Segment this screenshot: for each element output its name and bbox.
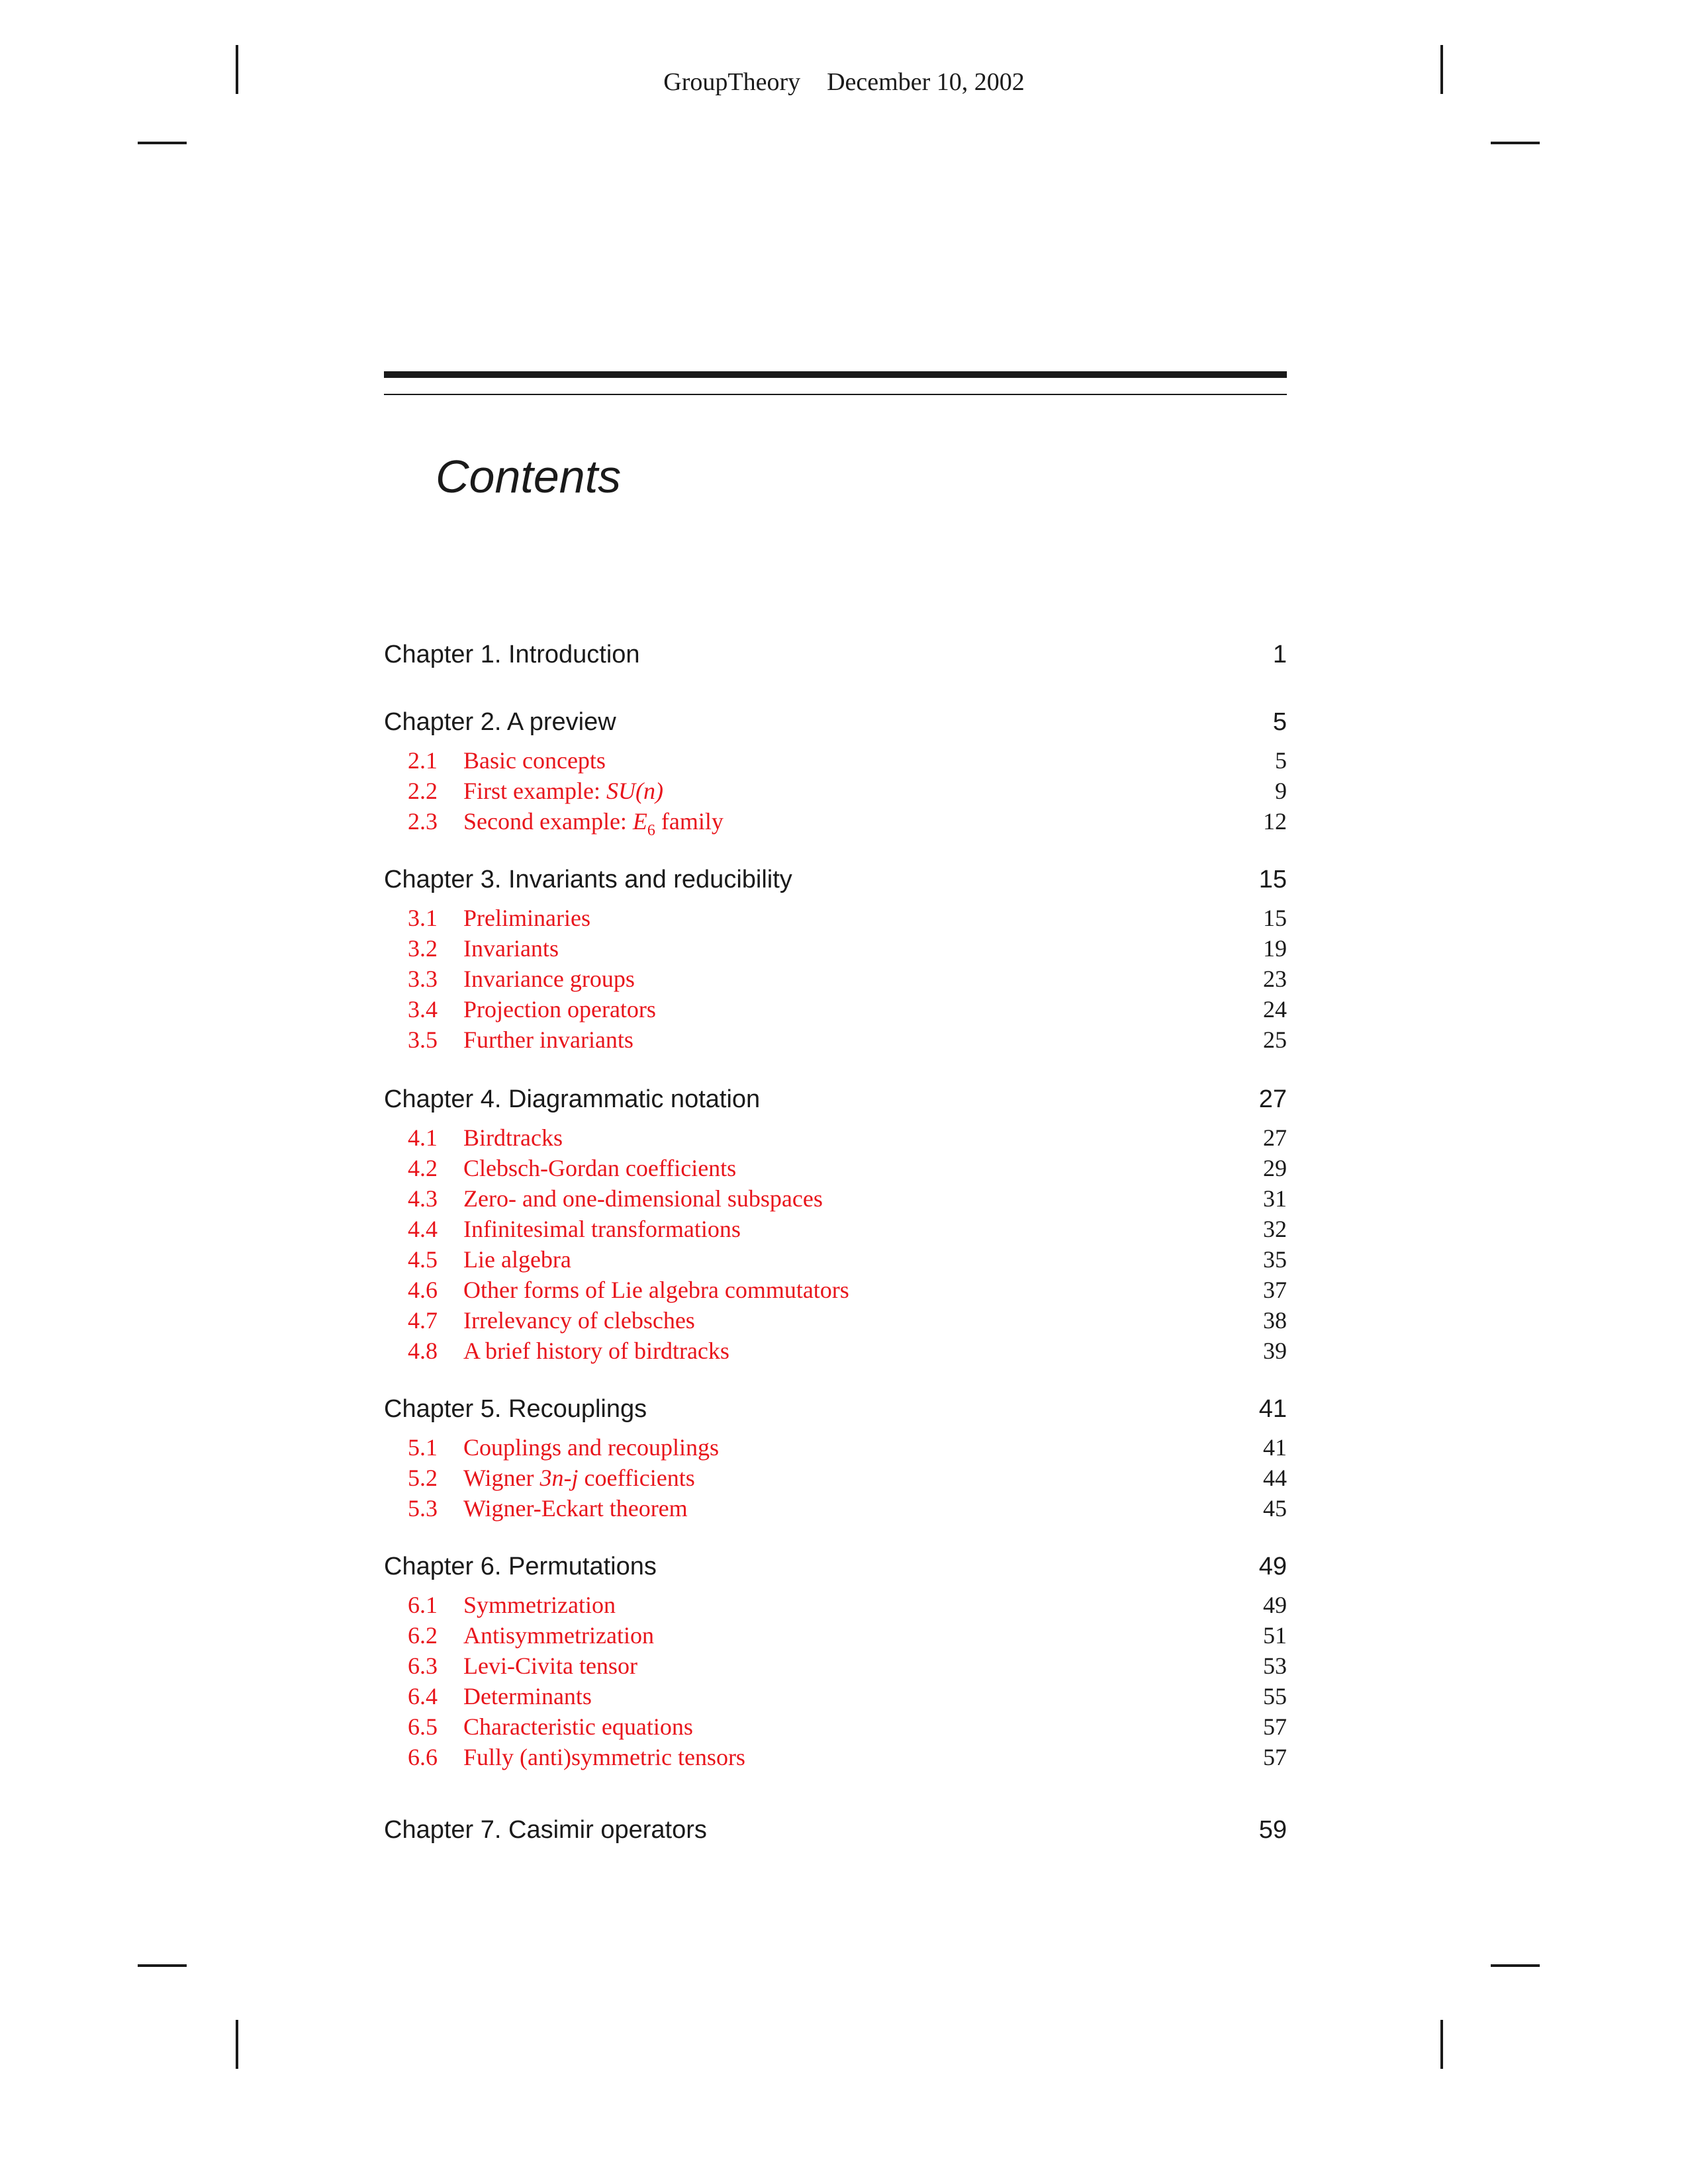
section-title: Wigner-Eckart theorem xyxy=(463,1495,688,1522)
section-number: 5.2 xyxy=(408,1465,438,1491)
section-title: Preliminaries xyxy=(463,905,590,931)
section-title: Clebsch-Gordan coefficients xyxy=(463,1155,737,1181)
section-page-number: 57 xyxy=(1263,1744,1287,1770)
section-number: 6.2 xyxy=(408,1622,438,1649)
math-expression: 3n-j xyxy=(539,1465,579,1491)
section-number: 3.3 xyxy=(408,966,438,992)
section-page-number: 5 xyxy=(1275,747,1287,774)
toc-section-link[interactable] xyxy=(384,1306,1287,1337)
toc-section-link[interactable] xyxy=(384,747,1287,777)
section-page-number: 23 xyxy=(1263,966,1287,992)
chapter-title: Chapter 6. Permutations xyxy=(384,1553,657,1580)
chapter-page-number: 41 xyxy=(1258,1395,1287,1423)
section-page-number: 24 xyxy=(1263,996,1287,1023)
section-title: Irrelevancy of clebsches xyxy=(463,1307,695,1334)
toc-section-link[interactable] xyxy=(384,965,1287,995)
toc-section-link[interactable] xyxy=(384,1652,1287,1682)
section-title: A brief history of birdtracks xyxy=(463,1338,729,1364)
chapter-title: Chapter 3. Invariants and reducibility xyxy=(384,866,792,893)
section-page-number: 15 xyxy=(1263,905,1287,931)
chapter-page-number: 59 xyxy=(1258,1816,1287,1844)
section-page-number: 55 xyxy=(1263,1683,1287,1709)
section-page-number: 51 xyxy=(1263,1622,1287,1649)
toc-section-link[interactable] xyxy=(384,1713,1287,1743)
section-title: Basic concepts xyxy=(463,747,606,774)
section-number: 4.5 xyxy=(408,1246,438,1273)
section-title: Infinitesimal transformations xyxy=(463,1216,741,1242)
toc-section-link[interactable] xyxy=(384,1246,1287,1276)
section-page-number: 12 xyxy=(1263,808,1287,835)
section-number: 6.3 xyxy=(408,1653,438,1679)
crop-mark xyxy=(138,142,187,144)
section-title: Characteristic equations xyxy=(463,1713,693,1740)
chapter-title: Chapter 5. Recouplings xyxy=(384,1395,647,1423)
toc-section-link[interactable] xyxy=(384,1433,1287,1464)
section-number: 6.4 xyxy=(408,1683,438,1709)
section-page-number: 53 xyxy=(1263,1653,1287,1679)
chapter-page-number: 5 xyxy=(1272,708,1287,736)
section-page-number: 39 xyxy=(1263,1338,1287,1364)
section-number: 4.7 xyxy=(408,1307,438,1334)
section-number: 3.4 xyxy=(408,996,438,1023)
section-number: 4.1 xyxy=(408,1124,438,1151)
toc-section-link[interactable] xyxy=(384,1337,1287,1367)
toc-section-link[interactable] xyxy=(384,1591,1287,1621)
toc-chapter-entry[interactable] xyxy=(384,1395,1287,1428)
section-page-number: 31 xyxy=(1263,1185,1287,1212)
crop-mark xyxy=(1440,2020,1443,2069)
section-page-number: 57 xyxy=(1263,1713,1287,1740)
section-number: 6.5 xyxy=(408,1713,438,1740)
toc-section-link[interactable] xyxy=(384,1682,1287,1713)
section-title: Wigner 3n-j coefficients xyxy=(463,1465,695,1491)
chapter-page-number: 1 xyxy=(1272,641,1287,668)
section-number: 2.1 xyxy=(408,747,438,774)
section-title: Invariants xyxy=(463,935,559,962)
crop-mark xyxy=(1491,1964,1540,1967)
toc-section-link[interactable] xyxy=(384,1621,1287,1652)
toc-section-link[interactable] xyxy=(384,807,1287,838)
section-page-number: 44 xyxy=(1263,1465,1287,1491)
section-number: 2.3 xyxy=(408,808,438,835)
section-title: Other forms of Lie algebra commutators xyxy=(463,1277,849,1303)
section-number: 4.2 xyxy=(408,1155,438,1181)
section-title: Zero- and one-dimensional subspaces xyxy=(463,1185,823,1212)
section-page-number: 37 xyxy=(1263,1277,1287,1303)
running-head-title: GroupTheory xyxy=(663,68,801,96)
chapter-page-number: 49 xyxy=(1258,1553,1287,1580)
crop-mark xyxy=(1491,142,1540,144)
toc-section-link[interactable] xyxy=(384,1464,1287,1494)
section-page-number: 49 xyxy=(1263,1592,1287,1618)
section-page-number: 35 xyxy=(1263,1246,1287,1273)
chapter-page-number: 15 xyxy=(1258,866,1287,893)
section-page-number: 27 xyxy=(1263,1124,1287,1151)
toc-section-link[interactable] xyxy=(384,1276,1287,1306)
section-number: 2.2 xyxy=(408,778,438,804)
chapter-title: Chapter 4. Diagrammatic notation xyxy=(384,1085,761,1113)
section-title: Antisymmetrization xyxy=(463,1622,654,1649)
section-number: 5.3 xyxy=(408,1495,438,1522)
toc-chapter-entry[interactable] xyxy=(384,708,1287,741)
section-number: 5.1 xyxy=(408,1434,438,1461)
section-title: Couplings and recouplings xyxy=(463,1434,719,1461)
toc-chapter-entry[interactable] xyxy=(384,641,1287,674)
section-page-number: 29 xyxy=(1263,1155,1287,1181)
section-title: Symmetrization xyxy=(463,1592,616,1618)
crop-mark xyxy=(138,1964,187,1967)
toc-section-link[interactable] xyxy=(384,1124,1287,1154)
table-of-contents xyxy=(384,0,1287,2184)
section-title: Second example: $E_6$ family xyxy=(463,808,724,839)
chapter-page-number: 27 xyxy=(1258,1085,1287,1113)
chapter-title: Chapter 7. Casimir operators xyxy=(384,1816,707,1844)
toc-section-link[interactable] xyxy=(384,904,1287,934)
section-number: 4.3 xyxy=(408,1185,438,1212)
toc-section-link[interactable] xyxy=(384,1185,1287,1215)
section-title: Invariance groups xyxy=(463,966,635,992)
crop-mark xyxy=(236,2020,238,2069)
toc-section-link[interactable] xyxy=(384,1026,1287,1056)
toc-section-link[interactable] xyxy=(384,995,1287,1026)
page-title: Contents xyxy=(436,451,622,502)
section-title: First example: SU(n) xyxy=(463,778,663,804)
section-title: Projection operators xyxy=(463,996,656,1023)
section-number: 4.6 xyxy=(408,1277,438,1303)
section-page-number: 45 xyxy=(1263,1495,1287,1522)
section-page-number: 19 xyxy=(1263,935,1287,962)
section-page-number: 9 xyxy=(1275,778,1287,804)
math-expression: SU(n) xyxy=(606,778,663,804)
math-subscript: 6 xyxy=(647,822,655,839)
chapter-title: Chapter 1. Introduction xyxy=(384,641,640,668)
toc-chapter-entry[interactable] xyxy=(384,1816,1287,1849)
section-title: Determinants xyxy=(463,1683,592,1709)
math-expression: $E_6$ xyxy=(632,808,655,839)
toc-section-link[interactable] xyxy=(384,934,1287,965)
toc-section-link[interactable] xyxy=(384,1154,1287,1185)
section-page-number: 32 xyxy=(1263,1216,1287,1242)
section-title: Fully (anti)symmetric tensors xyxy=(463,1744,745,1770)
section-number: 3.2 xyxy=(408,935,438,962)
toc-section-link[interactable] xyxy=(384,777,1287,807)
section-number: 4.8 xyxy=(408,1338,438,1364)
toc-section-link[interactable] xyxy=(384,1494,1287,1525)
section-title: Lie algebra xyxy=(463,1246,571,1273)
section-title: Levi-Civita tensor xyxy=(463,1653,637,1679)
chapter-title: Chapter 2. A preview xyxy=(384,708,616,736)
section-page-number: 38 xyxy=(1263,1307,1287,1334)
section-page-number: 41 xyxy=(1263,1434,1287,1461)
toc-chapter-entry[interactable] xyxy=(384,1085,1287,1118)
section-number: 3.1 xyxy=(408,905,438,931)
section-page-number: 25 xyxy=(1263,1026,1287,1053)
section-number: 6.6 xyxy=(408,1744,438,1770)
section-title: Further invariants xyxy=(463,1026,633,1053)
toc-section-link[interactable] xyxy=(384,1743,1287,1774)
running-head-date: December 10, 2002 xyxy=(827,68,1025,96)
toc-chapter-entry[interactable] xyxy=(384,866,1287,899)
toc-chapter-entry[interactable] xyxy=(384,1553,1287,1586)
section-number: 4.4 xyxy=(408,1216,438,1242)
section-title: Birdtracks xyxy=(463,1124,563,1151)
section-number: 6.1 xyxy=(408,1592,438,1618)
toc-section-link[interactable] xyxy=(384,1215,1287,1246)
section-number: 3.5 xyxy=(408,1026,438,1053)
